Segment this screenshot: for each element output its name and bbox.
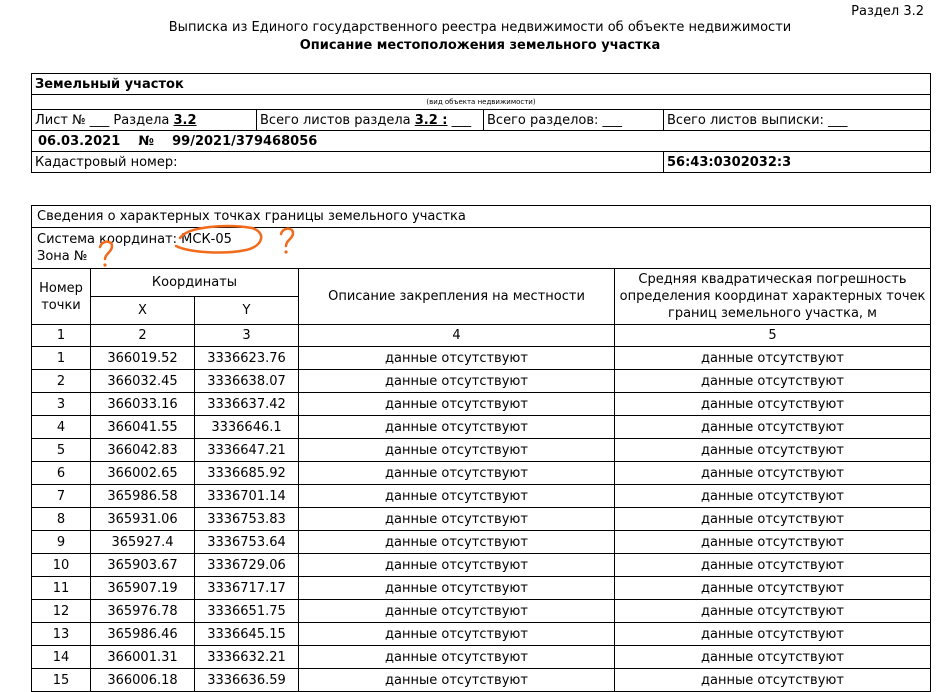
x-coordinate-cell: 365986.46	[91, 623, 195, 646]
table-row	[32, 393, 931, 416]
x-coordinate-cell: 366042.83	[91, 439, 195, 462]
header-point-number: Номер точки	[32, 269, 91, 325]
error-cell: данные отсутствуют	[615, 577, 931, 600]
table-row	[32, 370, 931, 393]
error-cell: данные отсутствуют	[615, 416, 931, 439]
fixing-description-cell: данные отсутствуют	[299, 508, 615, 531]
header-y: Y	[195, 297, 299, 325]
header-x: X	[91, 297, 195, 325]
cadastral-label: Кадастровый номер:	[32, 152, 664, 173]
sheets-in-section-cell	[257, 110, 484, 131]
table-row	[32, 439, 931, 462]
fixing-description-cell: данные отсутствуют	[299, 531, 615, 554]
header-fixing-description: Описание закрепления на местности	[299, 269, 615, 325]
point-number-cell: 2	[32, 370, 91, 393]
error-cell: данные отсутствуют	[615, 370, 931, 393]
fixing-description-cell: данные отсутствуют	[299, 485, 615, 508]
sheet-section: 3.2	[173, 112, 197, 128]
object-type-caption: (вид объекта недвижимости)	[32, 95, 931, 110]
fixing-description-cell: данные отсутствуют	[299, 646, 615, 669]
error-cell: данные отсутствуют	[615, 393, 931, 416]
point-number-cell: 12	[32, 600, 91, 623]
table-row	[32, 508, 931, 531]
point-number-cell: 6	[32, 462, 91, 485]
total-sections: Всего разделов: ___	[484, 110, 664, 131]
column-number: 4	[299, 325, 615, 347]
sheets-in-section-suffix: ___	[447, 112, 472, 128]
table-row	[32, 485, 931, 508]
table-row	[32, 531, 931, 554]
point-number-cell: 1	[32, 347, 91, 370]
point-number-cell: 5	[32, 439, 91, 462]
column-number: 5	[615, 325, 931, 347]
y-coordinate-cell: 3336717.17	[195, 577, 299, 600]
points-table-title: Сведения о характерных точках границы земельного участка	[32, 206, 931, 228]
extract-number: 99/2021/379468056	[172, 133, 318, 149]
fixing-description-cell: данные отсутствуют	[299, 416, 615, 439]
error-cell: данные отсутствуют	[615, 485, 931, 508]
error-cell: данные отсутствуют	[615, 462, 931, 485]
table-row	[32, 600, 931, 623]
document-subtitle: Описание местоположения земельного участка	[299, 38, 661, 53]
number-sign: №	[138, 133, 154, 149]
error-cell: данные отсутствуют	[615, 646, 931, 669]
fixing-description-cell: данные отсутствуют	[299, 462, 615, 485]
x-coordinate-cell: 365927.4	[91, 531, 195, 554]
fixing-description-cell: данные отсутствуют	[299, 600, 615, 623]
sheets-in-section-value: 3.2 :	[414, 112, 448, 128]
extract-date: 06.03.2021	[38, 133, 121, 149]
y-coordinate-cell: 3336645.15	[195, 623, 299, 646]
error-cell: данные отсутствуют	[615, 508, 931, 531]
x-coordinate-cell: 366033.16	[91, 393, 195, 416]
error-cell: данные отсутствуют	[615, 554, 931, 577]
error-cell: данные отсутствуют	[615, 347, 931, 370]
y-coordinate-cell: 3336753.83	[195, 508, 299, 531]
object-type: Земельный участок	[32, 74, 931, 95]
fixing-description-cell: данные отсутствуют	[299, 623, 615, 646]
x-coordinate-cell: 366006.18	[91, 669, 195, 692]
x-coordinate-cell: 365976.78	[91, 600, 195, 623]
column-number: 1	[32, 325, 91, 347]
header-coordinates: Координаты	[91, 269, 299, 297]
total-sheets: Всего листов выписки: ___	[664, 110, 931, 131]
section-number: Раздел 3.2	[851, 4, 924, 19]
table-row	[32, 577, 931, 600]
fixing-description-cell: данные отсутствуют	[299, 669, 615, 692]
sheet-number-cell	[32, 110, 257, 131]
point-number-cell: 3	[32, 393, 91, 416]
y-coordinate-cell: 3336637.42	[195, 393, 299, 416]
table-row	[32, 669, 931, 692]
point-number-cell: 7	[32, 485, 91, 508]
x-coordinate-cell: 366032.45	[91, 370, 195, 393]
column-number: 2	[91, 325, 195, 347]
table-row	[32, 462, 931, 485]
point-number-cell: 15	[32, 669, 91, 692]
table-row	[32, 416, 931, 439]
y-coordinate-cell: 3336638.07	[195, 370, 299, 393]
point-number-cell: 14	[32, 646, 91, 669]
coordinate-system-label: Система координат:	[37, 232, 182, 247]
column-number: 3	[195, 325, 299, 347]
error-cell: данные отсутствуют	[615, 531, 931, 554]
x-coordinate-cell: 366002.65	[91, 462, 195, 485]
coordinate-system-info	[32, 228, 931, 269]
y-coordinate-cell: 3336729.06	[195, 554, 299, 577]
point-number-cell: 13	[32, 623, 91, 646]
x-coordinate-cell: 365931.06	[91, 508, 195, 531]
table-row	[32, 347, 931, 370]
x-coordinate-cell: 366019.52	[91, 347, 195, 370]
y-coordinate-cell: 3336623.76	[195, 347, 299, 370]
fixing-description-cell: данные отсутствуют	[299, 370, 615, 393]
table-row	[32, 646, 931, 669]
coordinate-system-value: МСК-05	[181, 232, 232, 247]
y-coordinate-cell: 3336651.75	[195, 600, 299, 623]
error-cell: данные отсутствуют	[615, 600, 931, 623]
fixing-description-cell: данные отсутствуют	[299, 347, 615, 370]
x-coordinate-cell: 365986.58	[91, 485, 195, 508]
table-row	[32, 623, 931, 646]
boundary-points-table	[31, 205, 931, 692]
y-coordinate-cell: 3336632.21	[195, 646, 299, 669]
fixing-description-cell: данные отсутствуют	[299, 554, 615, 577]
y-coordinate-cell: 3336685.92	[195, 462, 299, 485]
table-row	[32, 554, 931, 577]
y-coordinate-cell: 3336753.64	[195, 531, 299, 554]
point-number-cell: 8	[32, 508, 91, 531]
sheet-prefix: Лист № ___ Раздела	[35, 112, 174, 128]
x-coordinate-cell: 366001.31	[91, 646, 195, 669]
fixing-description-cell: данные отсутствуют	[299, 577, 615, 600]
object-info-table	[31, 73, 931, 173]
x-coordinate-cell: 365907.19	[91, 577, 195, 600]
extract-date-number	[32, 131, 931, 152]
fixing-description-cell: данные отсутствуют	[299, 439, 615, 462]
error-cell: данные отсутствуют	[615, 669, 931, 692]
zone-label: Зона №	[37, 249, 88, 264]
y-coordinate-cell: 3336701.14	[195, 485, 299, 508]
sheets-in-section-label: Всего листов раздела	[260, 112, 415, 128]
error-cell: данные отсутствуют	[615, 439, 931, 462]
document-title: Выписка из Единого государственного реестра недвижимости об объекте недвижимости	[168, 20, 792, 35]
point-number-cell: 9	[32, 531, 91, 554]
x-coordinate-cell: 365903.67	[91, 554, 195, 577]
header-error: Средняя квадратическая погрешность определения координат характерных точек границ земельного участка, м	[615, 269, 931, 325]
point-number-cell: 4	[32, 416, 91, 439]
y-coordinate-cell: 3336636.59	[195, 669, 299, 692]
fixing-description-cell: данные отсутствуют	[299, 393, 615, 416]
error-cell: данные отсутствуют	[615, 623, 931, 646]
point-number-cell: 10	[32, 554, 91, 577]
cadastral-number: 56:43:0302032:3	[664, 152, 931, 173]
y-coordinate-cell: 3336646.1	[195, 416, 299, 439]
point-number-cell: 11	[32, 577, 91, 600]
x-coordinate-cell: 366041.55	[91, 416, 195, 439]
y-coordinate-cell: 3336647.21	[195, 439, 299, 462]
